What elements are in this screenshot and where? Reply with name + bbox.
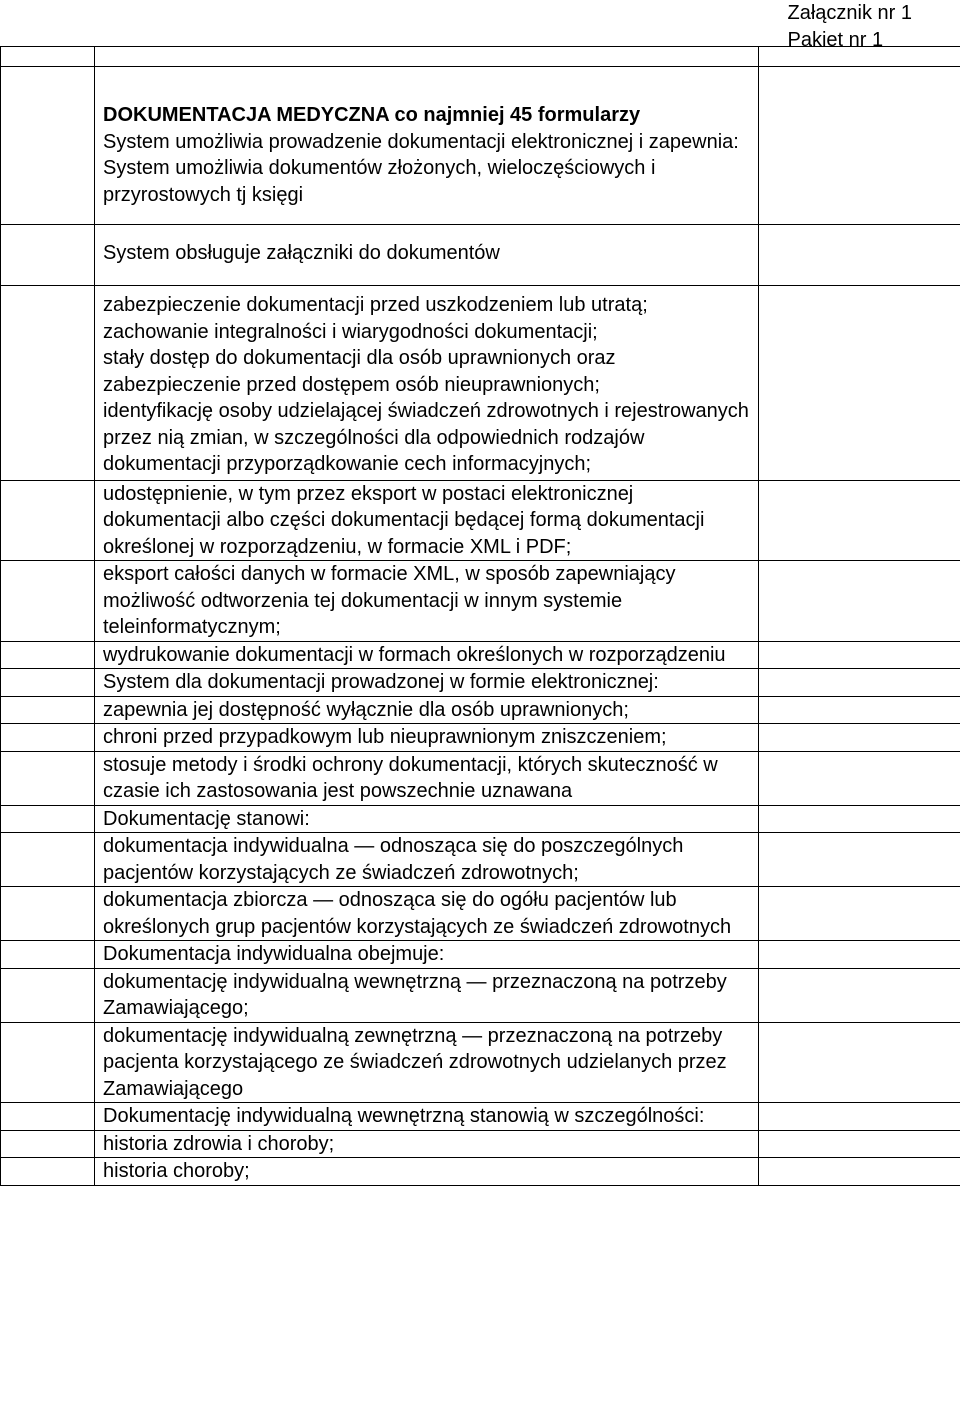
requirement-text: stosuje metody i środki ochrony dokumentacji, których skuteczność w czasie ich zastosowania jest powszechnie uznawana: [103, 753, 718, 802]
description-cell: [95, 805, 759, 833]
description-cell: [95, 669, 759, 697]
description-cell: [95, 1022, 759, 1103]
table-row: [1, 1158, 960, 1186]
description-cell: [95, 67, 759, 225]
number-cell: [1, 1158, 95, 1186]
answer-cell: [759, 480, 960, 561]
requirement-text: dokumentację indywidualną wewnętrzną — przeznaczoną na potrzeby Zamawiającego;: [103, 970, 727, 1019]
requirement-text: chroni przed przypadkowym lub nieuprawnionym zniszczeniem;: [103, 726, 667, 748]
answer-cell: [759, 805, 960, 833]
table-row: [1, 805, 960, 833]
answer-cell: [759, 968, 960, 1022]
answer-cell: [759, 47, 960, 67]
attachment-number: Załącznik nr 1: [787, 2, 912, 24]
answer-cell: [759, 696, 960, 724]
description-cell: [95, 1103, 759, 1131]
number-cell: [1, 696, 95, 724]
requirement-text: zabezpieczenie dokumentacji przed uszkodzeniem lub utratą;: [103, 294, 648, 316]
requirement-text: dokumentację indywidualną zewnętrzną — przeznaczoną na potrzeby pacjenta korzystającego ze świadczeń zdrowotnych udzielanych przez Zamawiającego: [103, 1024, 727, 1100]
table-row: [1, 1103, 960, 1131]
section-title: DOKUMENTACJA MEDYCZNA co najmniej 45 formularzy: [103, 104, 641, 126]
description-cell: [95, 225, 759, 286]
answer-cell: [759, 1130, 960, 1158]
number-cell: [1, 225, 95, 286]
answer-cell: [759, 751, 960, 805]
requirements-table: [0, 46, 960, 1186]
requirement-text: Dokumentację indywidualną wewnętrzną stanowią w szczególności:: [103, 1105, 705, 1127]
answer-cell: [759, 286, 960, 481]
number-cell: [1, 561, 95, 642]
requirement-text: System umożliwia prowadzenie dokumentacji elektronicznej i zapewnia:: [103, 130, 739, 153]
requirement-text: historia zdrowia i choroby;: [103, 1132, 335, 1155]
requirement-text: zachowanie integralności i wiarygodności dokumentacji;: [103, 320, 598, 343]
table-row: [1, 1022, 960, 1103]
requirement-text: System umożliwia dokumentów złożonych, wieloczęściowych i przyrostowych tj księgi: [103, 157, 656, 206]
number-cell: [1, 47, 95, 67]
answer-cell: [759, 67, 960, 225]
answer-cell: [759, 669, 960, 697]
description-cell: [95, 1130, 759, 1158]
table-row: [1, 480, 960, 561]
number-cell: [1, 641, 95, 669]
requirement-text: System dla dokumentacji prowadzonej w formie elektronicznej:: [103, 671, 659, 693]
requirement-text: dokumentacja indywidualna — odnosząca się do poszczególnych pacjentów korzystających ze świadczeń zdrowotnych;: [103, 835, 684, 884]
answer-cell: [759, 833, 960, 887]
requirement-text: historia choroby;: [103, 1160, 250, 1182]
table-row: [1, 641, 960, 669]
table-row: [1, 225, 960, 286]
description-cell: [95, 968, 759, 1022]
number-cell: [1, 480, 95, 561]
table-row: [1, 968, 960, 1022]
number-cell: [1, 833, 95, 887]
answer-cell: [759, 1103, 960, 1131]
requirement-text: Dokumentację stanowi:: [103, 807, 310, 830]
number-cell: [1, 669, 95, 697]
description-cell: [95, 480, 759, 561]
package-number: Pakiet nr 1: [787, 29, 884, 51]
number-cell: [1, 751, 95, 805]
answer-cell: [759, 225, 960, 286]
table-row: [1, 47, 960, 67]
table-row: [1, 941, 960, 969]
table-row: [1, 1130, 960, 1158]
requirement-text: System obsługuje załączniki do dokumentów: [103, 241, 500, 264]
number-cell: [1, 1130, 95, 1158]
description-cell: [95, 561, 759, 642]
number-cell: [1, 805, 95, 833]
requirement-text: identyfikację osoby udzielającej świadczeń zdrowotnych i rejestrowanych przez nią zmian, w szczególności dla odpowiednich rodzajów dokumentacji przyporządkowanie cech informacyjnych;: [103, 400, 749, 475]
number-cell: [1, 724, 95, 752]
number-cell: [1, 67, 95, 225]
table-row: [1, 696, 960, 724]
answer-cell: [759, 561, 960, 642]
number-cell: [1, 941, 95, 969]
answer-cell: [759, 724, 960, 752]
answer-cell: [759, 641, 960, 669]
table-row: [1, 833, 960, 887]
number-cell: [1, 968, 95, 1022]
description-cell: [95, 941, 759, 969]
requirement-text: zapewnia jej dostępność wyłącznie dla osób uprawnionych;: [103, 698, 629, 721]
description-cell: [95, 641, 759, 669]
requirement-text: stały dostęp do dokumentacji dla osób uprawnionych oraz zabezpieczenie przed dostępem osób nieuprawnionych;: [103, 347, 616, 396]
table-row: [1, 751, 960, 805]
requirement-text: udostępnienie, w tym przez eksport w postaci elektronicznej dokumentacji albo części dokumentacji będącej formą dokumentacji określonej w rozporządzeniu, w formacie XML i PDF;: [103, 482, 705, 558]
description-cell: [95, 696, 759, 724]
description-cell: [95, 286, 759, 481]
description-cell: [95, 751, 759, 805]
description-cell: [95, 1158, 759, 1186]
table-row: [1, 669, 960, 697]
description-cell: [95, 887, 759, 941]
number-cell: [1, 286, 95, 481]
answer-cell: [759, 1158, 960, 1186]
description-cell: [95, 47, 759, 67]
number-cell: [1, 887, 95, 941]
answer-cell: [759, 1022, 960, 1103]
requirement-text: dokumentacja zbiorcza — odnosząca się do ogółu pacjentów lub określonych grup pacjentów korzystających ze świadczeń zdrowotnych: [103, 889, 732, 938]
answer-cell: [759, 887, 960, 941]
table-row: [1, 286, 960, 481]
table-row: [1, 561, 960, 642]
table-row: [1, 887, 960, 941]
description-cell: [95, 724, 759, 752]
description-cell: [95, 833, 759, 887]
number-cell: [1, 1022, 95, 1103]
answer-cell: [759, 941, 960, 969]
number-cell: [1, 1103, 95, 1131]
table-row: [1, 67, 960, 225]
requirement-text: Dokumentacja indywidualna obejmuje:: [103, 943, 445, 965]
requirement-text: wydrukowanie dokumentacji w formach określonych w rozporządzeniu: [103, 643, 726, 666]
requirement-text: eksport całości danych w formacie XML, w sposób zapewniający możliwość odtworzenia tej dokumentacji w innym systemie teleinformatycznym;: [103, 563, 676, 638]
table-row: [1, 724, 960, 752]
